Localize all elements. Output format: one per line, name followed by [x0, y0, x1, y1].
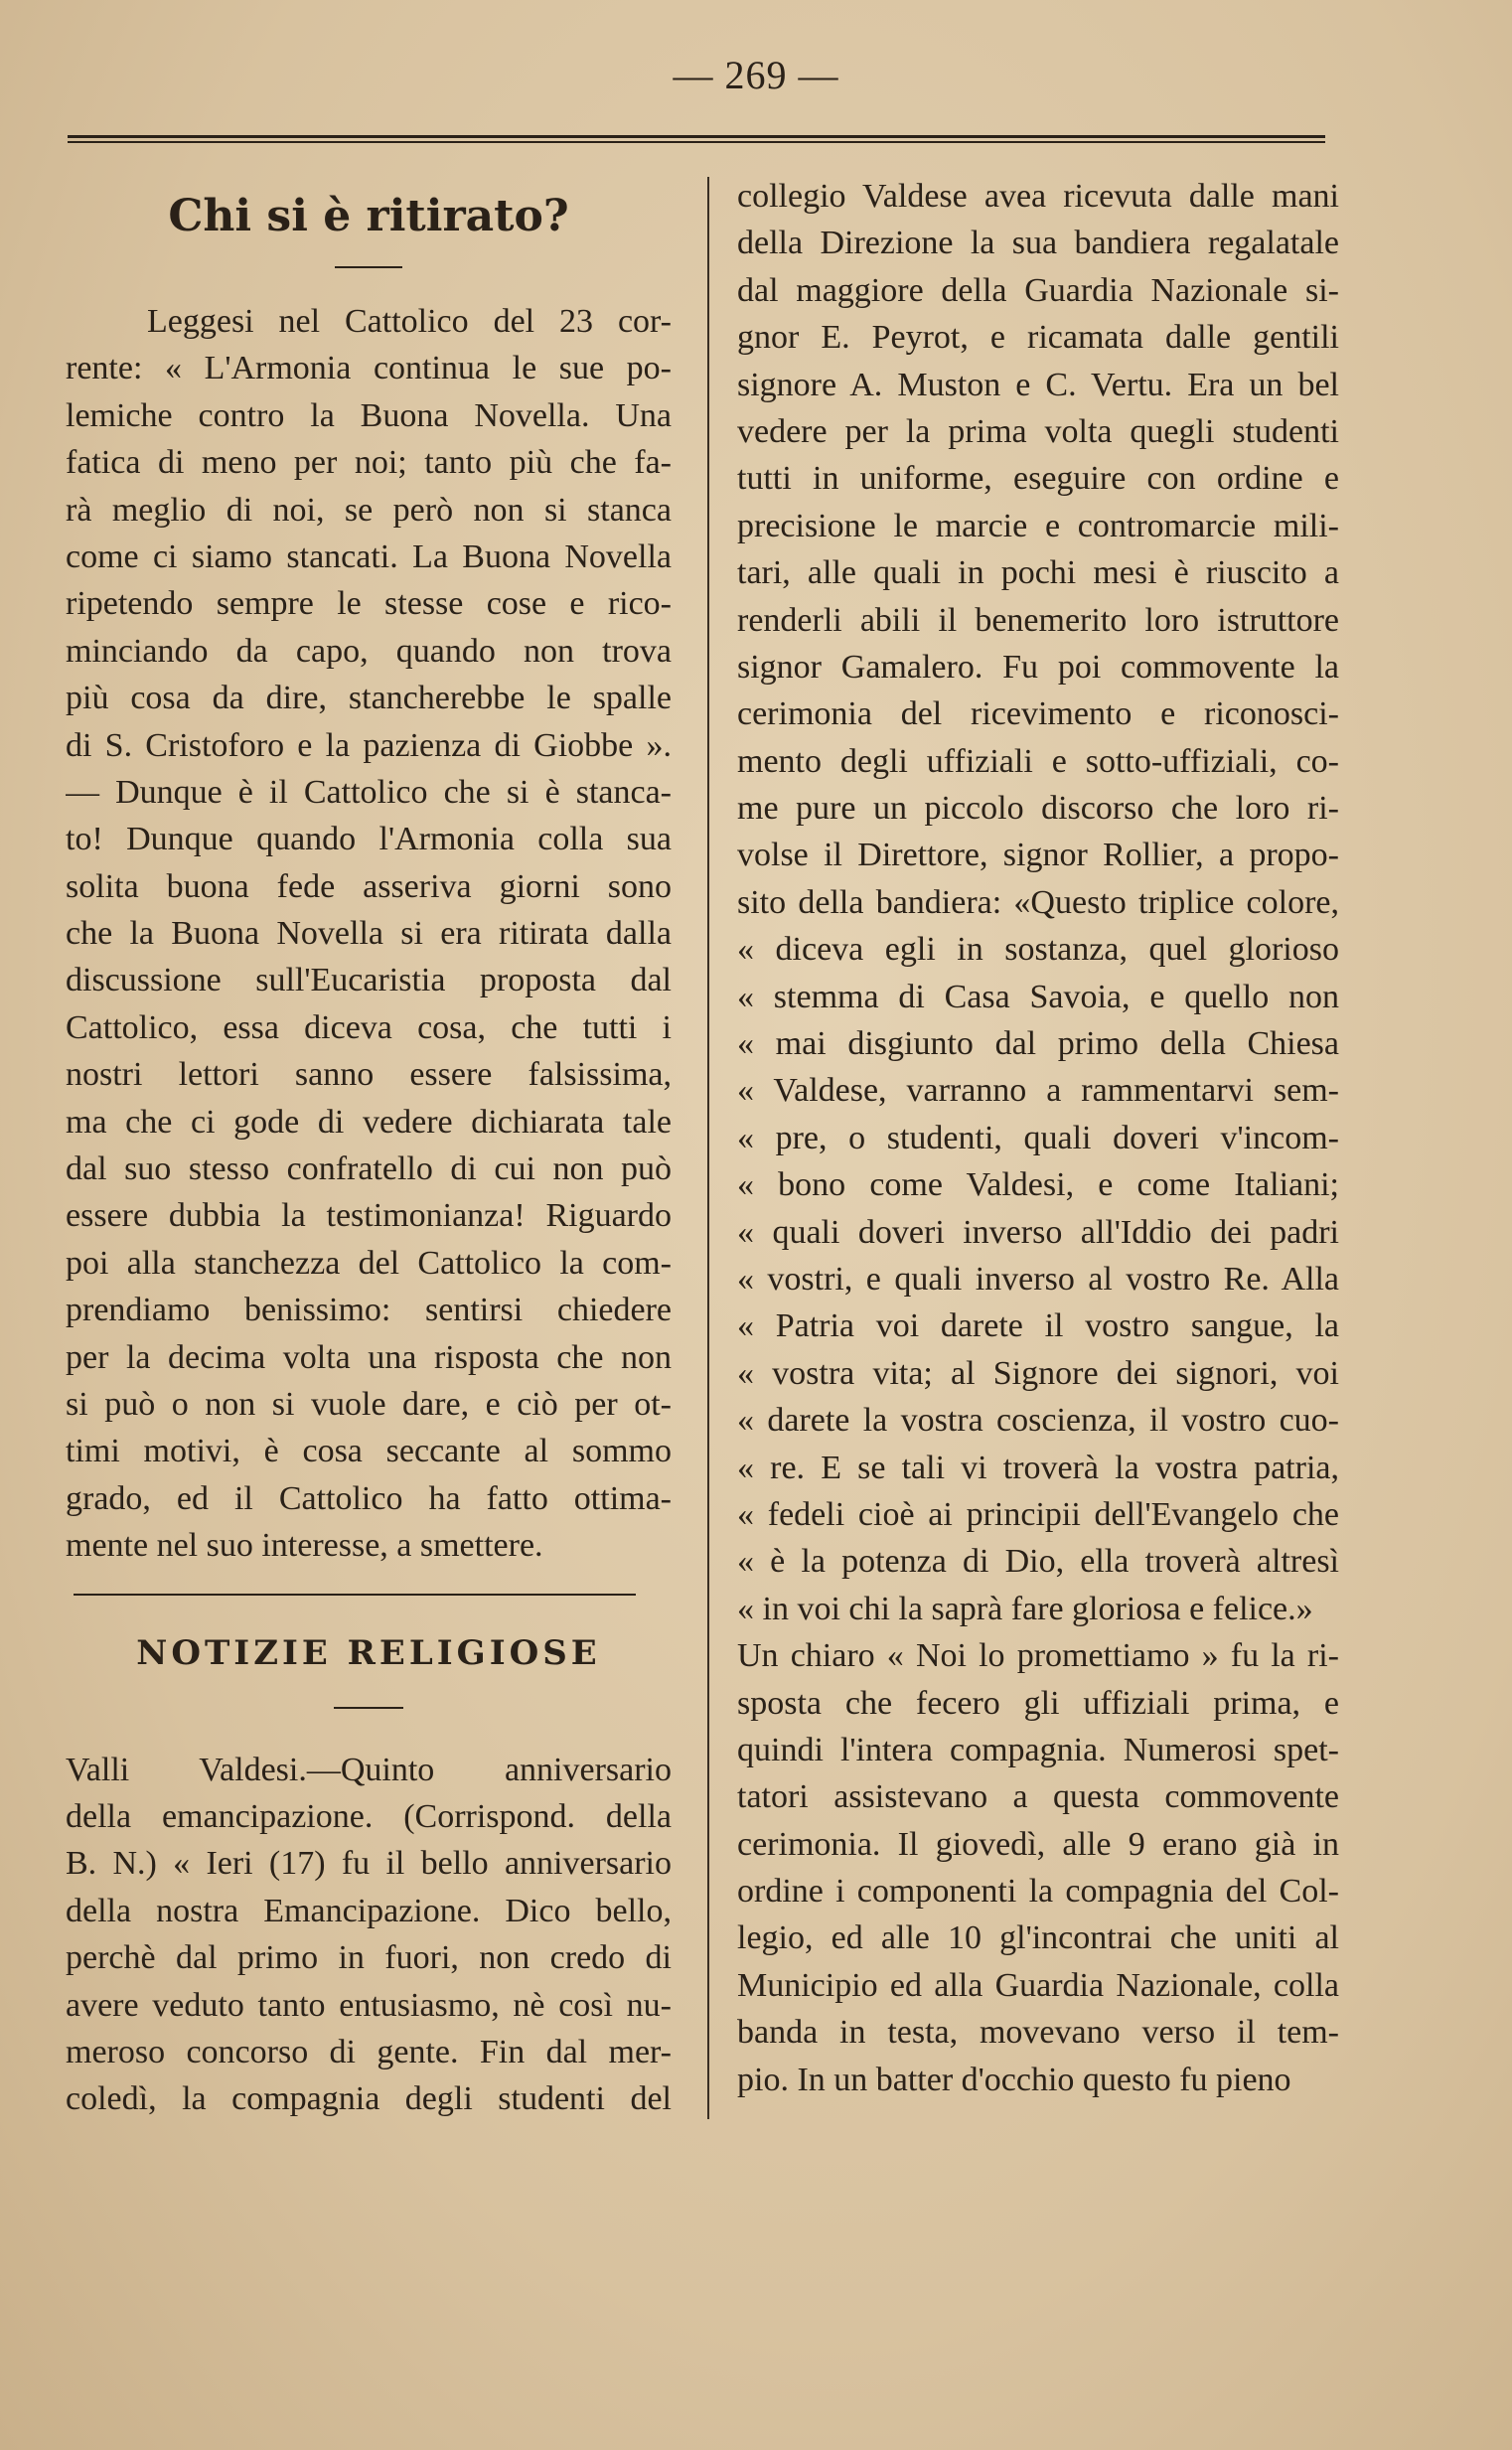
text-line: della emancipazione. (Corrispond. della — [66, 1797, 672, 1835]
text-line: ripetendo sempre le stesse cose e rico- — [66, 585, 672, 623]
title-rule — [335, 266, 402, 268]
text-line: cerimonia del ricevimento e riconosci- — [737, 695, 1339, 733]
text-line: « è la potenza di Dio, ella troverà altresì — [737, 1543, 1339, 1581]
text-line: coledì, la compagnia degli studenti del — [66, 2080, 672, 2118]
text-line: Municipio ed alla Guardia Nazionale, colla — [737, 1966, 1339, 2004]
text-line: rà meglio di noi, se però non si stanca — [66, 491, 672, 529]
text-line: « Patria voi darete il vostro sangue, la — [737, 1307, 1339, 1345]
text-line: poi alla stanchezza del Cattolico la com- — [66, 1244, 672, 1282]
text-line: banda in testa, movevano verso il tem- — [737, 2014, 1339, 2052]
section-separator — [74, 1594, 636, 1596]
text-line: essere dubbia la testimonianza! Riguardo — [66, 1197, 672, 1235]
left-column — [66, 173, 672, 2123]
text-line: « pre, o studenti, quali doveri v'incom- — [737, 1119, 1339, 1156]
text-line: prendiamo benissimo: sentirsi chiedere — [66, 1292, 672, 1329]
text-line: « vostri, e quali inverso al vostro Re. Alla — [737, 1260, 1339, 1298]
text-line: tutti in uniforme, eseguire con ordine e — [737, 460, 1339, 498]
text-line: timi motivi, è cosa seccante al sommo — [66, 1433, 672, 1470]
text-line: « quali doveri inverso all'Iddio dei padri — [737, 1213, 1339, 1251]
text-line: Un chiaro « Noi lo promettiamo » fu la ri- — [737, 1637, 1339, 1675]
text-line: rente: « L'Armonia continua le sue po- — [66, 350, 672, 387]
text-line: « stemma di Casa Savoia, e quello non — [737, 978, 1339, 1015]
text-line: Cattolico, essa diceva cosa, che tutti i — [66, 1008, 672, 1046]
text-line: Valli Valdesi.—Quinto anniversario — [66, 1751, 672, 1788]
text-line: fatica di meno per noi; tanto più che fa- — [66, 444, 672, 482]
text-line: to! Dunque quando l'Armonia colla sua — [66, 821, 672, 858]
text-line: di S. Cristoforo e la pazienza di Giobbe ». — [66, 726, 672, 764]
text-line: ordine i componenti la compagnia del Col- — [737, 1873, 1339, 1911]
text-line: collegio Valdese avea ricevuta dalle mani — [737, 178, 1339, 215]
text-line: « fedeli cioè ai principii dell'Evangelo che — [737, 1495, 1339, 1533]
section-title-rule — [334, 1707, 403, 1709]
article-body — [66, 298, 672, 1570]
text-line: della nostra Emancipazione. Dico bello, — [66, 1892, 672, 1929]
text-line: cerimonia. Il giovedì, alle 9 erano già in — [737, 1825, 1339, 1863]
text-line: precisione le marcie e contromarcie mili- — [737, 507, 1339, 544]
text-line: « Valdese, varranno a rammentarvi sem- — [737, 1072, 1339, 1110]
text-line: sposta che fecero gli uffiziali prima, e — [737, 1684, 1339, 1722]
text-line: « darete la vostra coscienza, il vostro cuo- — [737, 1402, 1339, 1440]
column-divider — [707, 177, 709, 2119]
text-line: mente nel suo interesse, a smettere. — [66, 1527, 543, 1565]
text-line: renderli abili il benemerito loro istruttore — [737, 601, 1339, 639]
text-line: pio. In un batter d'occhio questo fu pieno — [737, 2061, 1291, 2098]
right-column — [737, 173, 1339, 2103]
text-line: signore A. Muston e C. Vertu. Era un bel — [737, 366, 1339, 403]
text-line: « bono come Valdesi, e come Italiani; — [737, 1166, 1339, 1204]
text-line: Leggesi nel Cattolico del 23 cor- — [147, 303, 672, 340]
text-line: B. N.) « Ieri (17) fu il bello anniversario — [66, 1845, 672, 1883]
text-line: nostri lettori sanno essere falsissima, — [66, 1056, 672, 1094]
text-line: « vostra vita; al Signore dei signori, voi — [737, 1354, 1339, 1392]
text-line: perchè dal primo in fuori, non credo di — [66, 1939, 672, 1977]
article-title: Chi si è ritirato? — [168, 191, 569, 241]
text-line: dal suo stesso confratello di cui non può — [66, 1150, 672, 1188]
text-line: dal maggiore della Guardia Nazionale si- — [737, 271, 1339, 309]
section-body-right — [737, 173, 1339, 2103]
header-rule — [68, 135, 1325, 143]
text-line: me pure un piccolo discorso che loro ri- — [737, 790, 1339, 828]
text-line: avere veduto tanto entusiasmo, nè così nu- — [66, 1986, 672, 2024]
text-line: volse il Direttore, signor Rollier, a propo- — [737, 837, 1339, 874]
page-number: — 269 — — [673, 53, 839, 97]
text-line: mento degli uffiziali e sotto-uffiziali, co- — [737, 742, 1339, 780]
text-line: legio, ed alle 10 gl'incontrai che uniti al — [737, 1919, 1339, 1957]
text-line: che la Buona Novella si era ritirata dalla — [66, 915, 672, 953]
text-line: della Direzione la sua bandiera regalatale — [737, 225, 1339, 262]
text-line: solita buona fede asseriva giorni sono — [66, 867, 672, 905]
text-line: tari, alle quali in pochi mesi è riuscito a — [737, 554, 1339, 592]
text-line: « diceva egli in sostanza, quel glorioso — [737, 931, 1339, 969]
text-line: si può o non si vuole dare, e ciò per ot- — [66, 1385, 672, 1423]
text-line: « re. E se tali vi troverà la vostra patria, — [737, 1449, 1339, 1486]
section-title: NOTIZIE RELIGIOSE — [136, 1632, 601, 1673]
text-line: meroso concorso di gente. Fin dal mer- — [66, 2033, 672, 2070]
text-line: lemiche contro la Buona Novella. Una — [66, 396, 672, 434]
text-line: gnor E. Peyrot, e ricamata dalle gentili — [737, 319, 1339, 357]
text-line: per la decima volta una risposta che non — [66, 1338, 672, 1376]
text-line: quindi l'intera compagnia. Numerosi spet- — [737, 1731, 1339, 1768]
text-line: più cosa da dire, stancherebbe le spalle — [66, 680, 672, 717]
text-line: discussione sull'Eucaristia proposta dal — [66, 962, 672, 999]
text-line: grado, ed il Cattolico ha fatto ottima- — [66, 1479, 672, 1517]
section-body-left — [66, 1747, 672, 2123]
text-line: signor Gamalero. Fu poi commovente la — [737, 648, 1339, 686]
text-line: — Dunque è il Cattolico che si è stanca- — [66, 773, 672, 811]
text-line: vedere per la prima volta quegli studenti — [737, 412, 1339, 450]
text-line: « in voi chi la saprà fare gloriosa e felice.» — [737, 1590, 1313, 1627]
text-line: « mai disgiunto dal primo della Chiesa — [737, 1025, 1339, 1063]
text-line: sito della bandiera: «Questo triplice colore, — [737, 883, 1339, 921]
text-line: come ci siamo stancati. La Buona Novella — [66, 537, 672, 575]
text-line: tatori assistevano a questa commovente — [737, 1778, 1339, 1816]
text-line: minciando da capo, quando non trova — [66, 632, 672, 670]
text-line: ma che ci gode di vedere dichiarata tale — [66, 1103, 672, 1141]
